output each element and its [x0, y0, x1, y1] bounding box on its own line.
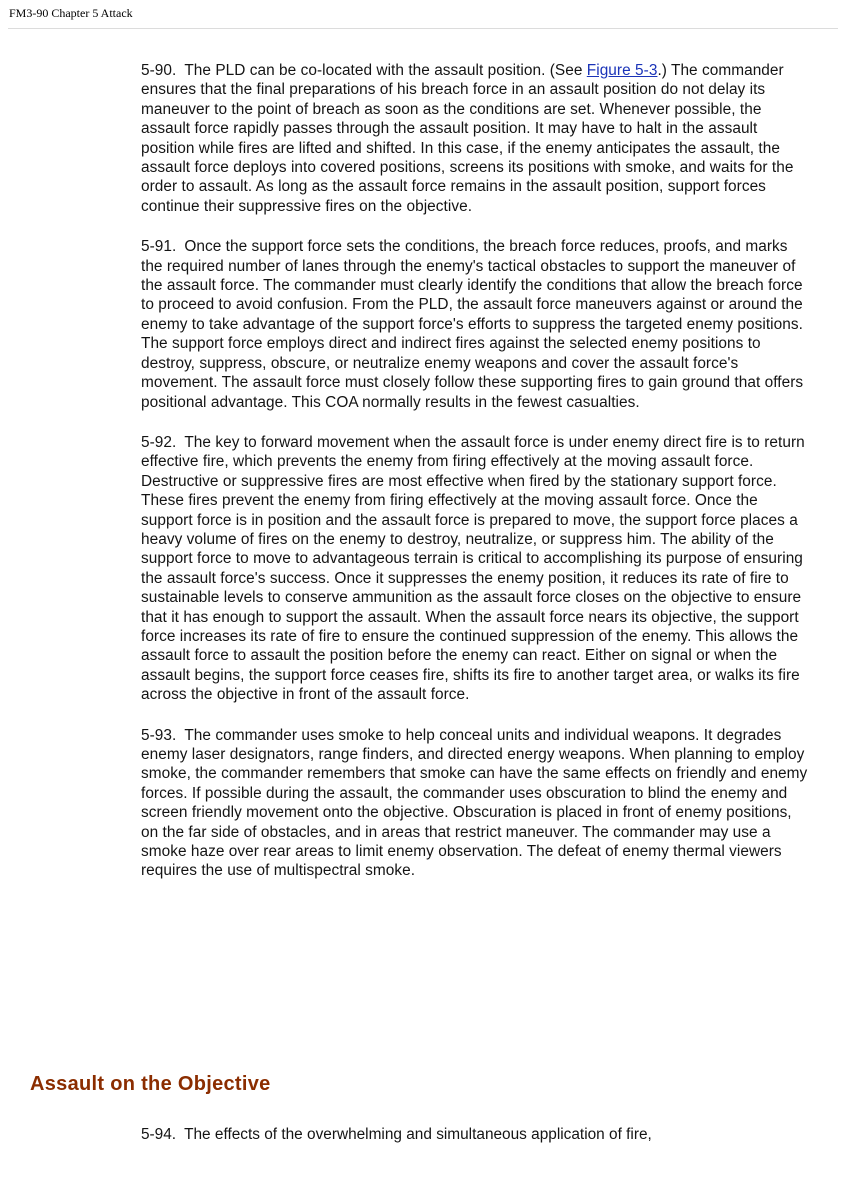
paragraph-number: 5-93. — [141, 726, 177, 744]
paragraph-number: 5-94. — [141, 1126, 177, 1143]
paragraph-5-92 — [141, 433, 813, 705]
paragraph-text: The commander uses smoke to help conceal units and individual weapons. It degrades enemy laser designators, range finders, and directed energy weapons. When planning to employ smoke, the commander remembers that smoke can have the same effects on friendly and enemy forces. If possible during the assault, the commander uses obscuration to blind the enemy and screen friendly movement onto the objective. Obscuration is placed in front of enemy positions, on the far side of obstacles, and in areas that restrict maneuver. The commander may use a smoke haze over rear areas to limit enemy observation. The defeat of enemy thermal viewers requires the use of multispectral smoke. — [141, 726, 808, 880]
figure-5-3-link[interactable]: Figure 5-3 — [586, 62, 658, 79]
paragraph-number: 5-91. — [141, 238, 177, 256]
paragraph-5-93 — [141, 726, 813, 881]
header-divider — [8, 28, 838, 29]
section-heading-assault-on-objective: Assault on the Objective — [30, 1073, 271, 1095]
paragraph-text: The key to forward movement when the assault force is under enemy direct fire is to return effective fire, which prevents the enemy from firing effectively at the moving assault force. Destructive or suppressive fires are most effective when fired by the stationary support force. These fires prevent the enemy from firing effectively at the moving assault force. Once the support force is in position and the assault force is prepared to move, the support force places a heavy volume of fires on the enemy to destroy, neutralize, or suppress him. The ability of the support force to move to advantageous terrain is critical to accomplishing its purpose of ensuring the assault force's success. Once it suppresses the enemy position, it reduces its rate of fire to sustainable levels to conserve ammunition as the assault force closes on the objective to ensure that it has enough to support the assault. When the assault force nears its objective, the support force increases its rate of fire to ensure the continued suppression of the enemy. This allows the assault force to assault the position before the enemy can react. Either on signal or when the assault begins, the support force ceases fire, shifts its fire to another target area, or walks its fire across the objective in front of the assault force. — [141, 433, 805, 704]
paragraph-text-before-link: The PLD can be co-located with the assault position. (See — [184, 62, 587, 79]
paragraph-text: Once the support force sets the conditions, the breach force reduces, proofs, and marks the required number of lanes through the enemy's tactical obstacles to support the maneuver of the assault force. The commander must clearly identify the conditions that allow the breach force to proceed to avoid confusion. From the PLD, the assault force maneuvers against or around the enemy to take advantage of the support force's efforts to suppress the targeted enemy positions. The support force employs direct and indirect fires against the selected enemy positions to destroy, suppress, obscure, or neutralize enemy weapons and cover the assault force's movement. The assault force must closely follow these supporting fires to gain ground that offers positional advantage. This COA normally results in the fewest casualties. — [141, 238, 804, 411]
document-body — [141, 61, 813, 902]
paragraph-number: 5-92. — [141, 433, 177, 451]
paragraph-5-90 — [141, 61, 813, 216]
running-header-title: FM3-90 Chapter 5 Attack — [9, 6, 133, 20]
paragraph-text-after-link: .) The commander ensures that the final preparations of his breach force in an assault position do not delay its maneuver to the point of breach as soon as the conditions are set. Whenever possible, the assault force rapidly passes through the assault position. It may have to halt in the assault position while fires are lifted and shifted. In this case, if the enemy anticipates the assault, the assault force deploys into covered positions, screens its positions with smoke, and waits for the order to assault. As long as the assault force remains in the assault position, support forces continue their suppressive fires on the objective. — [141, 62, 794, 215]
paragraph-5-94 — [141, 1125, 813, 1144]
paragraph-5-91 — [141, 237, 813, 412]
paragraph-text: The effects of the overwhelming and simultaneous application of fire, — [184, 1126, 652, 1143]
paragraph-number: 5-90. — [141, 62, 177, 79]
